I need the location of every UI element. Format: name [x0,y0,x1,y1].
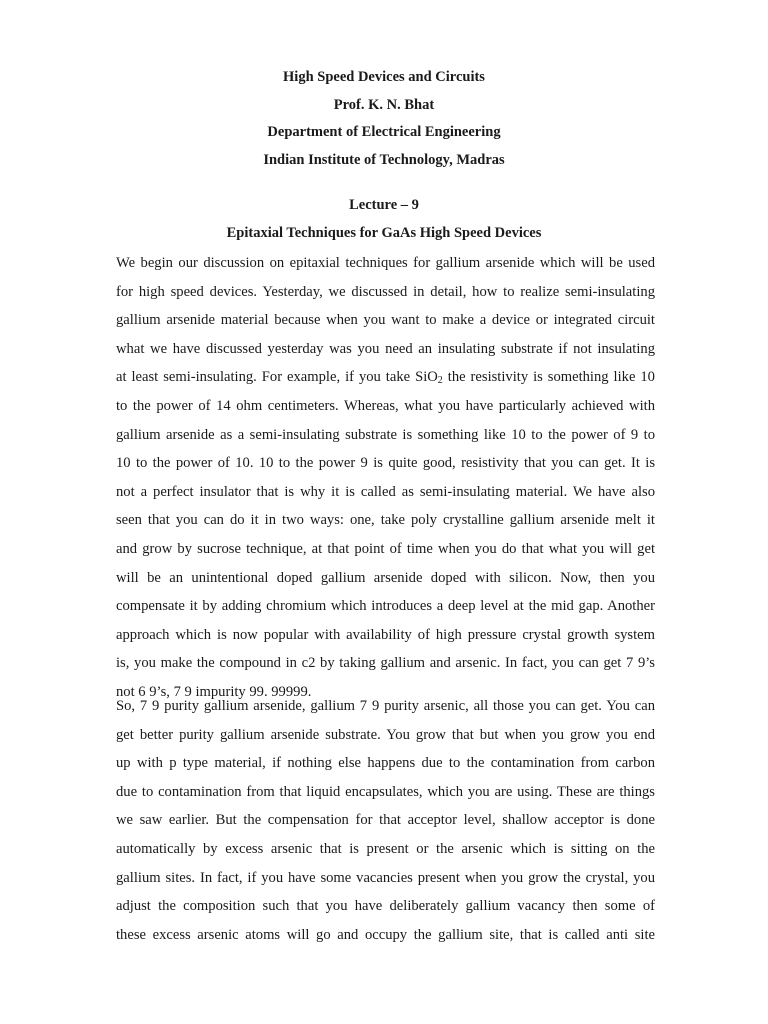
text-segment: at least semi-insulating. For example, if you take SiO [116,369,438,386]
text-line: So, 7 9 purity gallium arsenide, gallium 7 9 purity arsenic, all those you can get. You can [116,698,655,714]
text-line: compensate it by adding chromium which introduces a deep level at the mid gap. Another [116,598,655,615]
text-line: due to contamination from that liquid encapsulates, which you are using. These are things [116,783,655,800]
lecture-heading [0,192,768,247]
text-line: for high speed devices. Yesterday, we discussed in detail, how to realize semi-insulating [116,283,655,300]
paragraph-1 [116,249,655,707]
text-line-with-subscript [116,363,655,392]
text-line: not 6 9’s, 7 9 impurity 99. 99999. [116,683,312,700]
subscript: 2 [437,375,443,387]
text-line: adjust the composition such that you have deliberately gallium vacancy then some of [116,898,655,915]
text-line: gallium sites. In fact, if you have some vacancies present when you grow the crystal, you [116,869,655,886]
text-line: to the power of 14 ohm centimeters. Whereas, what you have particularly achieved with [116,397,655,414]
text-line: and grow by sucrose technique, at that point of time when you do that what you will get [116,540,655,557]
document-header [0,64,768,174]
text-line: up with p type material, if nothing else happens due to the contamination from carbon [116,755,655,772]
text-line: these excess arsenic atoms will go and occupy the gallium site, that is called anti site [116,926,655,943]
text-line: what we have discussed yesterday was you need an insulating substrate if not insulating [116,340,655,357]
institute-name: Indian Institute of Technology, Madras [263,151,505,168]
text-segment: the resistivity is something like 10 [442,369,655,386]
lecture-number: Lecture – 9 [349,197,419,213]
text-line: 10 to the power of 10. 10 to the power 9 is quite good, resistivity that you can get. It is [116,455,655,472]
text-line: we saw earlier. But the compensation for that acceptor level, shallow acceptor is done [116,812,655,829]
text-line: We begin our discussion on epitaxial techniques for gallium arsenide which will be used [116,255,655,271]
text-line: gallium arsenide material because when you want to make a device or integrated circuit [116,312,655,329]
text-line: get better purity gallium arsenide substrate. You grow that but when you grow you end [116,726,655,743]
text-line: seen that you can do it in two ways: one, take poly crystalline gallium arsenide melt it [116,512,655,529]
department-name: Department of Electrical Engineering [267,124,501,140]
course-title: High Speed Devices and Circuits [283,69,485,85]
professor-name: Prof. K. N. Bhat [333,96,435,113]
text-line: approach which is now popular with availability of high pressure crystal growth system [116,626,655,643]
text-line: not a perfect insulator that is why it is called as semi-insulating material. We have also [116,483,655,500]
paragraph-2 [116,692,655,949]
text-line: gallium arsenide as a semi-insulating substrate is something like 10 to the power of 9 to [116,426,655,443]
lecture-title: Epitaxial Techniques for GaAs High Speed Devices [226,224,542,241]
text-line: is, you make the compound in c2 by taking gallium and arsenic. In fact, you can get 7 9’s [116,655,655,672]
text-line: will be an unintentional doped gallium arsenide doped with silicon. Now, then you [116,569,655,586]
text-line: automatically by excess arsenic that is present or the arsenic which is sitting on the [116,840,655,857]
